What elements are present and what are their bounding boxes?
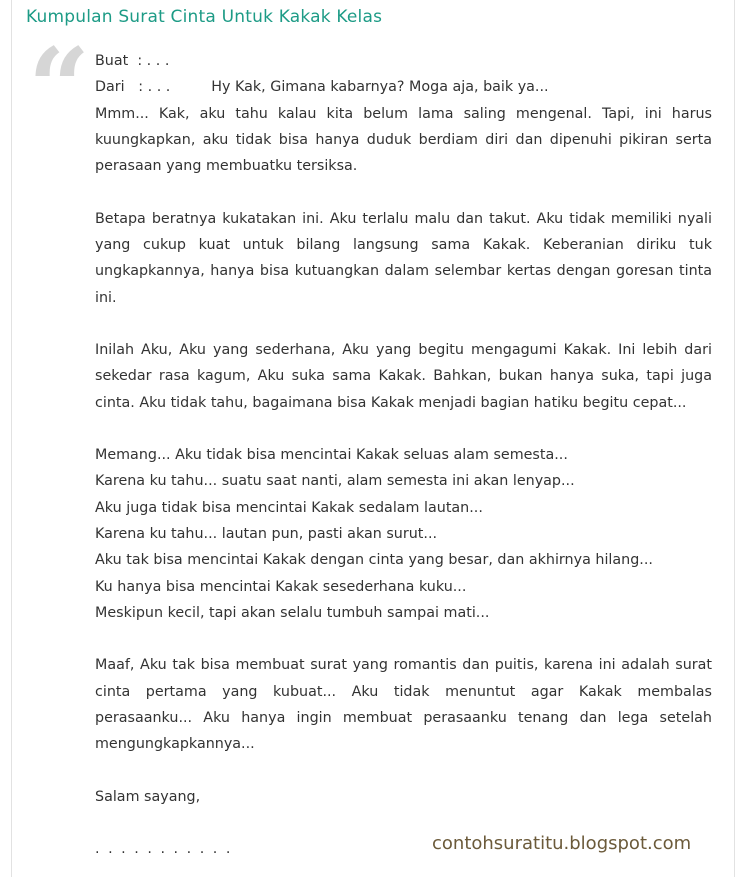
letter-from-opening-line [95, 74, 712, 100]
letter-opening: Hy Kak, Gimana kabarnya? Moga aja, baik ya... [211, 79, 549, 96]
poem-line-6: Ku hanya bisa mencintai Kakak sesederhana kuku... [95, 578, 467, 595]
letter-poem [95, 442, 712, 626]
open-quote-icon: “ [28, 25, 91, 151]
letter-from-line: Dari : . . . [95, 79, 171, 96]
letter-paragraph-2: Betapa beratnya kukatakan ini. Aku terlalu malu dan takut. Aku tidak memiliki nyali yang cukup kuat untuk bilang langsung sama Kakak. Keberanian diriku tuk ungkapkannya, hanya bisa kutuangkan dalam selembar kertas dengan goresan tinta ini. [95, 210, 712, 306]
poem-line-7: Meskipun kecil, tapi akan selalu tumbuh sampai mati... [95, 604, 490, 621]
letter-closing: Salam sayang, [95, 788, 201, 805]
letter-paragraph-1: Mmm... Kak, aku tahu kalau kita belum lama saling mengenal. Tapi, ini harus kuungkapkan, aku tidak bisa hanya duduk berdiam diri dan dipenuhi pikiran serta perasaan yang membuatku tersiksa. [95, 105, 712, 175]
poem-line-3: Aku juga tidak bisa mencintai Kakak sedalam lautan... [95, 499, 483, 516]
site-watermark: contohsuratitu.blogspot.com [432, 833, 692, 854]
poem-line-1: Memang... Aku tidak bisa mencintai Kakak seluas alam semesta... [95, 447, 568, 464]
poem-line-5: Aku tak bisa mencintai Kakak dengan cinta yang besar, dan akhirnya hilang... [95, 552, 653, 569]
letter-signature: . . . . . . . . . . . [95, 841, 233, 858]
letter-to-line: Buat : . . . [95, 53, 170, 69]
post-title[interactable]: Kumpulan Surat Cinta Untuk Kakak Kelas [26, 7, 383, 27]
letter-final-paragraph: Maaf, Aku tak bisa membuat surat yang romantis dan puitis, karena ini adalah surat cinta pertama yang kubuat... Aku tidak menuntut agar Kakak membalas perasaanku... Aku hanya ingin membuat perasaanku tenang dan lega setelah mengungkapkannya... [95, 657, 712, 753]
poem-line-2: Karena ku tahu... suatu saat nanti, alam semesta ini akan lenyap... [95, 473, 575, 490]
letter-body [95, 48, 712, 863]
poem-line-4: Karena ku tahu... lautan pun, pasti akan surut... [95, 526, 438, 543]
letter-paragraph-3: Inilah Aku, Aku yang sederhana, Aku yang begitu mengagumi Kakak. Ini lebih dari sekedar rasa kagum, Aku suka sama Kakak. Bahkan, bukan hanya suka, tapi juga cinta. Aku tidak tahu, bagaimana bisa Kakak menjadi bagian hatiku begitu cepat... [95, 342, 712, 411]
